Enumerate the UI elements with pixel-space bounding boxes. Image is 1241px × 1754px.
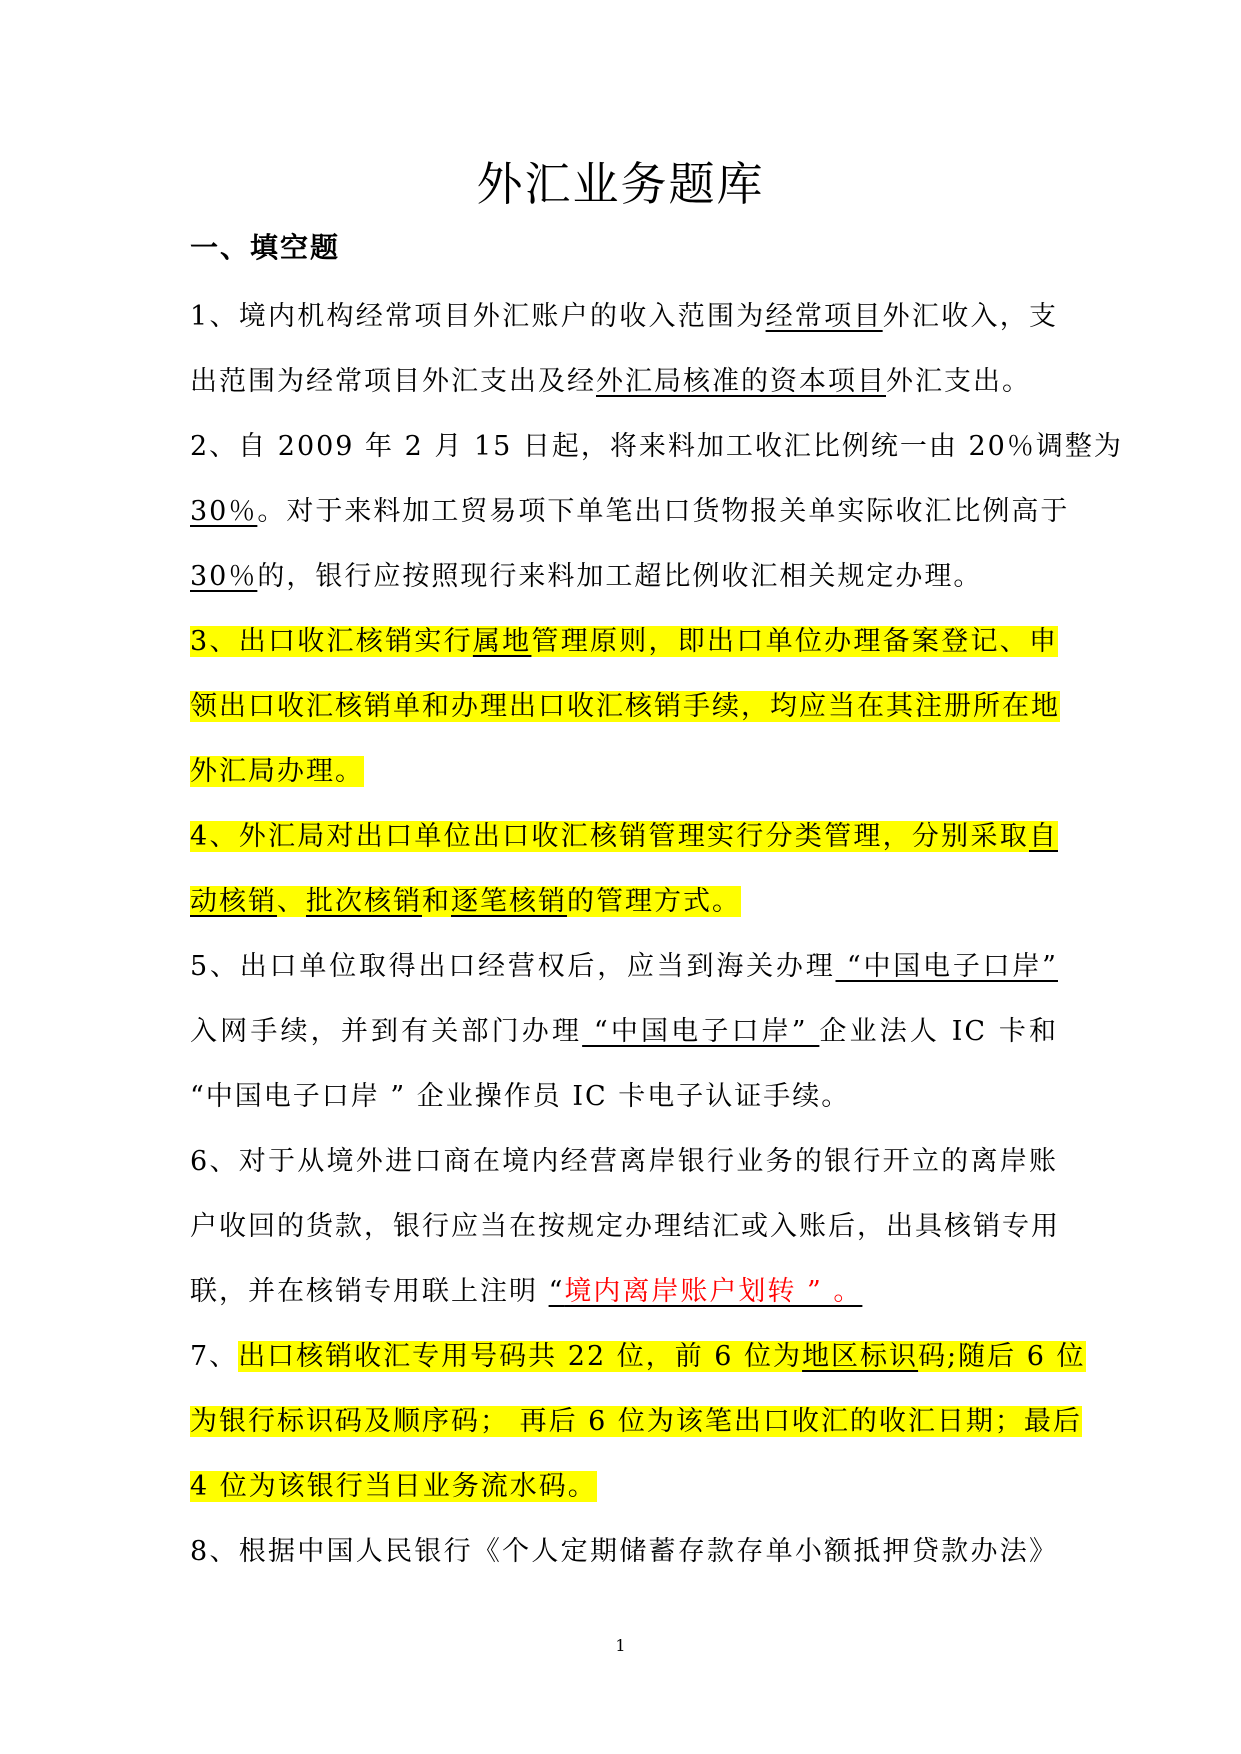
- answer-blank: 30％: [190, 561, 258, 592]
- question-8-line-1: 8、根据中国人民银行《个人定期储蓄存款存单小额抵押贷款办法》: [190, 1536, 1058, 1567]
- answer-blank: 地区标识: [802, 1341, 919, 1372]
- question-2-line-3: 30％的，银行应按照现行来料加工超比例收汇相关规定办理。: [190, 561, 983, 592]
- page-title: 外汇业务题库: [476, 157, 765, 211]
- answer-blank: 外汇局核准的资本项目: [596, 366, 886, 397]
- question-2-line-2: 30％。对于来料加工贸易项下单笔出口货物报关单实际收汇比例高于: [190, 496, 1070, 527]
- section-heading: 一、填空题: [190, 231, 341, 264]
- answer-blank: 经常项目: [765, 301, 883, 332]
- question-3-line-3: 外汇局办理。: [190, 756, 364, 787]
- question-5-line-2: 入网手续，并到有关部门办理 “中国电子口岸” 企业法人 IC 卡和: [190, 1016, 1059, 1047]
- question-7-line-2: 为银行标识码及顺序码； 再后 6 位为该笔出口收汇的收汇日期；最后: [190, 1406, 1082, 1437]
- question-6-line-1: 6、对于从境外进口商在境内经营离岸银行业务的银行开立的离岸账: [190, 1146, 1058, 1177]
- question-2-line-1: 2、自 2009 年 2 月 15 日起，将来料加工收汇比例统一由 20％调整为: [190, 431, 1123, 462]
- answer-blank: 30％: [190, 496, 258, 527]
- answer-blank: 批次核销: [306, 886, 422, 917]
- question-6-line-3: 联，并在核销专用联上注明 “境内离岸账户划转 ” 。: [190, 1276, 863, 1307]
- question-7-line-1: 7、出口核销收汇专用号码共 22 位，前 6 位为地区标识码;随后 6 位: [190, 1341, 1086, 1372]
- answer-blank: 属地: [472, 626, 532, 657]
- page-number: 1: [615, 1636, 626, 1655]
- question-7-line-3: 4 位为该银行当日业务流水码。: [190, 1471, 597, 1502]
- question-3-line-1: 3、出口收汇核销实行属地管理原则，即出口单位办理备案登记、申: [190, 626, 1059, 657]
- answer-blank: “中国电子口岸”: [582, 1016, 820, 1047]
- question-list: [190, 284, 1123, 1584]
- answer-blank: “境内离岸账户划转 ” 。: [548, 1276, 863, 1307]
- answer-blank: 自: [1029, 821, 1058, 852]
- question-6-line-2: 户收回的货款，银行应当在按规定办理结汇或入账后，出具核销专用: [190, 1211, 1060, 1242]
- question-1-line-1: 1、境内机构经常项目外汇账户的收入范围为经常项目外汇收入，支: [190, 301, 1059, 332]
- answer-blank: “中国电子口岸”: [835, 951, 1058, 982]
- question-3-line-2: 领出口收汇核销单和办理出口收汇核销手续，均应当在其注册所在地: [190, 691, 1060, 722]
- question-4-line-2: 动核销、批次核销和逐笔核销的管理方式。: [190, 886, 741, 917]
- question-4-line-1: 4、外汇局对出口单位出口收汇核销管理实行分类管理，分别采取自: [190, 821, 1058, 852]
- red-answer-text: 境内离岸账户划转: [564, 1276, 807, 1307]
- answer-blank: 动核销: [190, 886, 277, 917]
- question-5-line-1: 5、出口单位取得出口经营权后，应当到海关办理 “中国电子口岸”: [190, 951, 1058, 982]
- answer-blank: 逐笔核销: [451, 886, 567, 917]
- question-5-line-3: “中国电子口岸 ” 企业操作员 IC 卡电子认证手续。: [190, 1081, 851, 1112]
- question-1-line-2: 出范围为经常项目外汇支出及经外汇局核准的资本项目外汇支出。: [190, 366, 1031, 397]
